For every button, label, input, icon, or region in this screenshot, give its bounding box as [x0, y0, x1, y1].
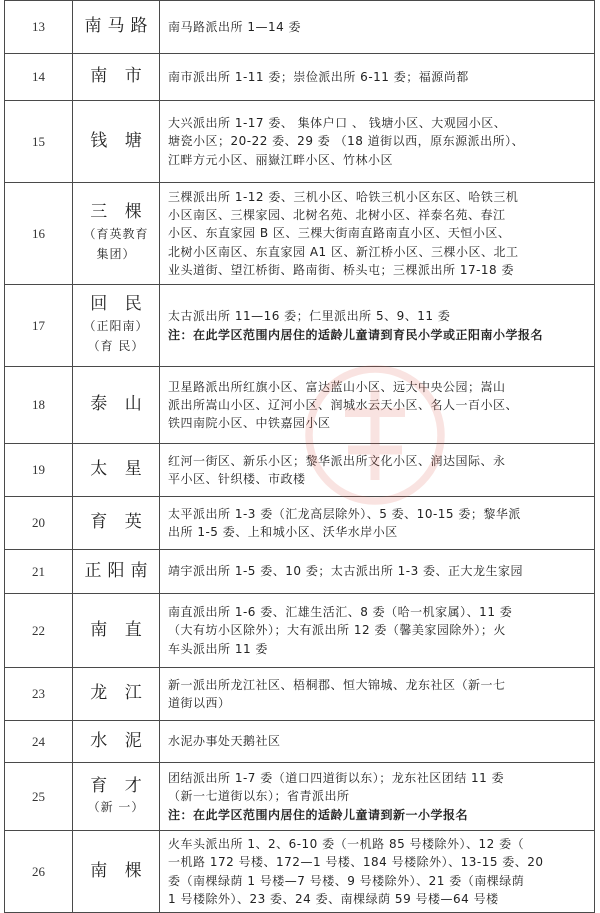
school-name-cell — [73, 183, 160, 285]
school-name: 龙 江 — [90, 683, 148, 704]
district-area-line: 南市派出所 1-11 委；崇俭派出所 6-11 委；福源尚都 — [168, 69, 469, 84]
row-number: 15 — [5, 101, 73, 183]
district-area-line: 北树小区南区、东直家园 A1 区、新江桥小区、三棵小区、北工 — [168, 244, 519, 259]
school-name-cell — [73, 721, 160, 763]
school-name-cell — [73, 444, 160, 497]
school-subname: （育 民） — [87, 339, 145, 354]
row-number: 17 — [5, 285, 73, 367]
school-name-cell — [73, 763, 160, 831]
district-area-line: 靖宇派出所 1-5 委、10 委；太古派出所 1-3 委、正大龙生家园 — [168, 564, 524, 579]
school-name-cell — [73, 550, 160, 594]
district-area-line: 车头派出所 11 委 — [168, 641, 268, 656]
row-number: 18 — [5, 367, 73, 444]
district-note: 注：在此学区范围内居住的适龄儿童请到育民小学或正阳南小学报名 — [168, 327, 544, 342]
district-area-cell — [160, 497, 595, 550]
school-name-cell — [73, 831, 160, 913]
school-name: 南 市 — [90, 66, 148, 87]
district-area-line: 水泥办事处天鹅社区 — [168, 734, 281, 749]
table-row — [5, 721, 595, 763]
table-row — [5, 550, 595, 594]
district-note: 注：在此学区范围内居住的适龄儿童请到新一小学报名 — [168, 807, 469, 822]
table-row — [5, 183, 595, 285]
district-area-line: 大兴派出所 1-17 委、 集体户口 、 钱塘小区、大观园小区、 — [168, 116, 507, 131]
district-area-cell — [160, 367, 595, 444]
row-number: 16 — [5, 183, 73, 285]
table-row — [5, 831, 595, 913]
district-area-line: 团结派出所 1-7 委（道口四道街以东）；龙东社区团结 11 委 — [168, 771, 505, 786]
table-row — [5, 763, 595, 831]
school-name-cell — [73, 285, 160, 367]
district-area-line: 小区南区、三棵家园、北树名苑、北树小区、祥泰名苑、春江 — [168, 208, 506, 223]
district-area-line: 铁四南院小区、中铁嘉园小区 — [168, 416, 331, 431]
school-name: 回 民 — [90, 294, 148, 315]
district-area-line: 火车头派出所 1、2、6-10 委（一机路 85 号楼除外）、12 委（ — [168, 837, 525, 852]
district-area-cell — [160, 550, 595, 594]
district-area-cell — [160, 285, 595, 367]
district-area-line: 一机路 172 号楼、172—1 号楼、184 号楼除外）、13-15 委、20 — [168, 855, 544, 870]
school-name: 正阳南 — [84, 560, 154, 581]
district-area-line: 塘瓷小区；20-22 委、29 委 （18 道街以西，原东源派出所）、 — [168, 134, 525, 149]
school-name: 钱 塘 — [90, 130, 148, 151]
table-row — [5, 285, 595, 367]
school-subname: （正阳南） — [83, 318, 149, 333]
school-name: 育 英 — [90, 512, 148, 533]
school-name-cell — [73, 497, 160, 550]
district-area-line: 太古派出所 11—16 委；仁里派出所 5、9、11 委 — [168, 309, 451, 324]
school-name: 水 泥 — [90, 730, 148, 751]
school-subname: 集团） — [96, 247, 136, 262]
school-name: 南 直 — [90, 619, 148, 640]
table-row — [5, 367, 595, 444]
table-row — [5, 444, 595, 497]
school-subname: （新 一） — [87, 799, 145, 814]
table-row — [5, 497, 595, 550]
district-area-line: 南马路派出所 1—14 委 — [168, 19, 302, 34]
row-number: 25 — [5, 763, 73, 831]
table-row — [5, 668, 595, 721]
table-body — [5, 1, 595, 913]
row-number: 26 — [5, 831, 73, 913]
table-row — [5, 1, 595, 54]
school-name-cell — [73, 594, 160, 668]
school-name-cell — [73, 101, 160, 183]
school-name: 泰 山 — [90, 394, 148, 415]
district-area-line: 平小区、针织楼、市政楼 — [168, 472, 306, 486]
table-row — [5, 101, 595, 183]
row-number: 19 — [5, 444, 73, 497]
district-area-cell — [160, 444, 595, 497]
district-area-line: （新一七道街以东）；省青派出所 — [168, 789, 350, 804]
school-subname: （育英教育 — [83, 226, 149, 241]
district-area-cell — [160, 668, 595, 721]
district-area-line: 红河一街区、新乐小区；黎华派出所文化小区、润达国际、永 — [168, 453, 506, 468]
school-name: 育 才 — [90, 775, 148, 796]
table-row — [5, 594, 595, 668]
district-area-line: 道街以西） — [168, 696, 231, 710]
district-area-cell — [160, 101, 595, 183]
district-area-line: 江畔方元小区、丽嶽江畔小区、竹林小区 — [168, 152, 394, 167]
district-area-cell — [160, 594, 595, 668]
district-area-cell — [160, 721, 595, 763]
school-district-table — [4, 0, 595, 913]
row-number: 21 — [5, 550, 73, 594]
row-number: 20 — [5, 497, 73, 550]
district-area-cell — [160, 183, 595, 285]
row-number: 23 — [5, 668, 73, 721]
district-area-cell — [160, 831, 595, 913]
table-row — [5, 54, 595, 101]
school-name-cell — [73, 367, 160, 444]
district-area-line: 派出所嵩山小区、辽河小区、润城水云天小区、名人一百小区、 — [168, 397, 519, 412]
district-area-line: 太平派出所 1-3 委（汇龙高层除外）、5 委、10-15 委；黎华派 — [168, 506, 521, 521]
district-area-line: 新一派出所龙江社区、梧桐郡、恒大锦城、龙东社区（新一七 — [168, 677, 506, 692]
school-name: 太 星 — [90, 459, 148, 480]
school-name-cell — [73, 1, 160, 54]
district-area-line: 业头道街、望江桥街、路南街、桥头屯；三棵派出所 17-18 委 — [168, 262, 515, 277]
district-area-cell — [160, 1, 595, 54]
district-area-cell — [160, 763, 595, 831]
row-number: 13 — [5, 1, 73, 54]
district-area-line: 卫星路派出所红旗小区、富达蓝山小区、远大中央公园；嵩山 — [168, 379, 506, 394]
district-area-line: 出所 1-5 委、上和城小区、沃华水岸小区 — [168, 525, 398, 539]
district-area-line: 小区、东直家园 B 区、三棵大街南直路南直小区、天恒小区、 — [168, 226, 511, 241]
district-area-cell — [160, 54, 595, 101]
district-area-line: 三棵派出所 1-12 委、三机小区、哈铁三机小区东区、哈铁三机 — [168, 189, 519, 204]
school-name: 南 棵 — [90, 860, 148, 881]
school-name: 三 棵 — [90, 202, 148, 223]
district-area-line: （大有坊小区除外）；大有派出所 12 委（馨美家园除外）；火 — [168, 623, 506, 638]
row-number: 14 — [5, 54, 73, 101]
district-area-line: 南直派出所 1-6 委、汇雄生活汇、8 委（哈一机家属）、11 委 — [168, 605, 513, 620]
school-name: 南马路 — [84, 16, 154, 37]
row-number: 24 — [5, 721, 73, 763]
row-number: 22 — [5, 594, 73, 668]
school-name-cell — [73, 668, 160, 721]
district-area-line: 1 号楼除外）、23 委、24 委、南棵绿荫 59 号楼—64 号楼 — [168, 891, 499, 906]
district-area-line: 委（南棵绿荫 1 号楼—7 号楼、9 号楼除外）、21 委（南棵绿荫 — [168, 873, 525, 888]
school-name-cell — [73, 54, 160, 101]
